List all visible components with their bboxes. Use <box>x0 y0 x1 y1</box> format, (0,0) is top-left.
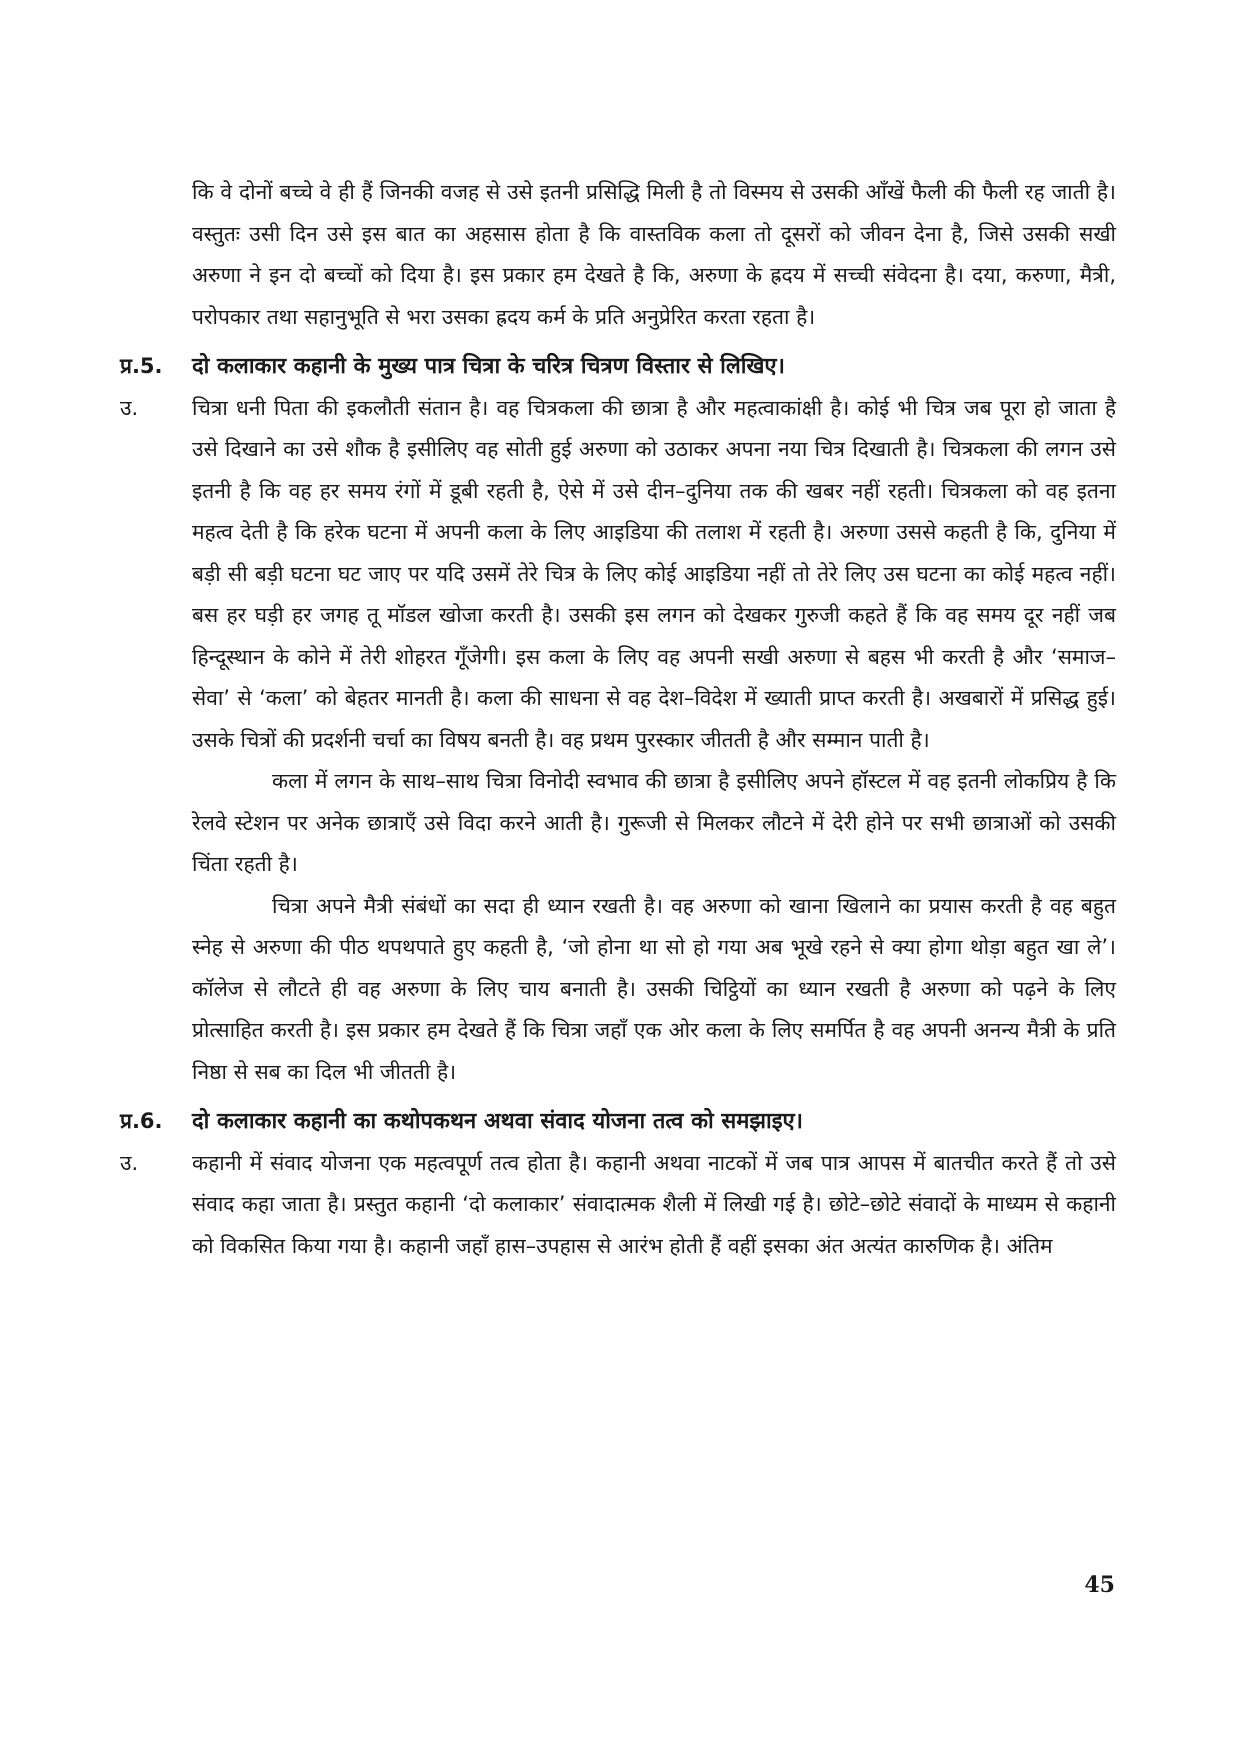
question-5-text: दो कलाकार कहानी के मुख्य पात्र चित्रा के चरित्र चित्रण विस्तार से लिखिए। <box>192 354 785 379</box>
answer-6-text: कहानी में संवाद योजना एक महत्वपूर्ण तत्व होता है। कहानी अथवा नाटकों में जब पात्र आपस में बातचीत करते हैं तो उसे संवाद कहा जाता है। प्रस्तुत कहानी ‘दो कलाकार’ संवादात्मक शैली में लिखी गई है। छोटे–छोटे संवादों के माध्यम से कहानी को विकसित किया गया है। कहानी जहाँ हास–उपहास से आरंभ होती हैं वहीं इसका अंत अत्यंत कारुणिक है। अंतिम <box>192 1150 1116 1258</box>
answer-6 <box>120 1143 1116 1268</box>
answer-6-marker: उ. <box>120 1150 139 1175</box>
question-5-number: प्र.5. <box>120 354 163 378</box>
answer-5-paragraph-3: चित्रा अपने मैत्री संबंधों का सदा ही ध्यान रखती है। वह अरुणा को खाना खिलाने का प्रयास करती है वह बहुत स्नेह से अरुणा की पीठ थपथपाते हुए कहती है, ‘जो होना था सो हो गया अब भूखे रहने से क्या होगा थोड़ा बहुत खा ले’। कॉलेज से लौटते ही वह अरुणा के लिए चाय बनाती है। उसकी चिट्ठियों का ध्यान रखती है अरुणा को पढ़ने के लिए प्रोत्साहित करती है। इस प्रकार हम देखते हैं कि चित्रा जहाँ एक ओर कला के लिए समर्पित है वह अपनी अनन्य मैत्री के प्रति निष्ठा से सब का दिल भी जीतती है। <box>192 893 1116 1084</box>
question-6 <box>120 1101 1116 1143</box>
answer-5 <box>120 388 1116 762</box>
answer-5-paragraph-1: चित्रा धनी पिता की इकलौती संतान है। वह चित्रकला की छात्रा है और महत्वाकांक्षी है। कोई भी चित्र जब पूरा हो जाता है उसे दिखाने का उसे शौक है इसीलिए वह सोती हुई अरुणा को उठाकर अपना नया चित्र दिखाती है। चित्रकला की लगन उसे इतनी है कि वह हर समय रंगों में डूबी रहती है, ऐसे में उसे दीन–दुनिया तक की खबर नहीं रहती। चित्रकला को वह इतना महत्व देती है कि हरेक घटना में अपनी कला के लिए आइडिया की तलाश में रहती है। अरुणा उससे कहती है कि, दुनिया में बड़ी सी बड़ी घटना घट जाए पर यदि उसमें तेरे चित्र के लिए कोई आइडिया नहीं तो तेरे लिए उस घटना का कोई महत्व नहीं। बस हर घड़ी हर जगह तू मॉडल खोजा करती है। उसकी इस लगन को देखकर गुरुजी कहते हैं कि वह समय दूर नहीं जब हिन्दूस्थान के कोने में तेरी शोहरत गूँजेगी। इस कला के लिए वह अपनी सखी अरुणा से बहस भी करती है और ‘समाज–सेवा’ से ‘कला’ को बेहतर मानती है। कला की साधना से वह देश–विदेश में ख्याती प्राप्त करती है। अखबारों में प्रसिद्ध हुई। उसके चित्रों की प्रदर्शनी चर्चा का विषय बनती है। वह प्रथम पुरस्कार जीतती है और सम्मान पाती है। <box>192 395 1116 752</box>
question-6-text: दो कलाकार कहानी का कथोपकथन अथवा संवाद योजना तत्व को समझाइए। <box>192 1109 803 1134</box>
page-number: 45 <box>1084 1572 1115 1598</box>
question-6-number: प्र.6. <box>120 1109 163 1133</box>
question-5 <box>120 346 1116 388</box>
answer-5-paragraph-2: कला में लगन के साथ–साथ चित्रा विनोदी स्वभाव की छात्रा है इसीलिए अपने हॉस्टल में वह इतनी लोकप्रिय है कि रेलवे स्टेशन पर अनेक छात्राएँ उसे विदा करने आती है। गुरूजी से मिलकर लौटने में देरी होने पर सभी छात्राओं को उसकी चिंता रहती है। <box>192 769 1116 876</box>
continuation-paragraph: कि वे दोनों बच्चे वे ही हैं जिनकी वजह से उसे इतनी प्रसिद्धि मिली है तो विस्मय से उसकी आँखें फैली की फैली रह जाती है। वस्तुतः उसी दिन उसे इस बात का अहसास होता है कि वास्तविक कला तो दूसरों को जीवन देना है, जिसे उसकी सखी अरुणा ने इन दो बच्चों को दिया है। इस प्रकार हम देखते है कि, अरुणा के ह्रदय में सच्ची संवेदना है। दया, करुणा, मैत्री, परोपकार तथा सहानुभूति से भरा उसका ह्रदय कर्म के प्रति अनुप्रेरित करता रहता है। <box>192 180 1116 329</box>
answer-5-marker: उ. <box>120 395 139 420</box>
page-content <box>120 172 1116 1267</box>
